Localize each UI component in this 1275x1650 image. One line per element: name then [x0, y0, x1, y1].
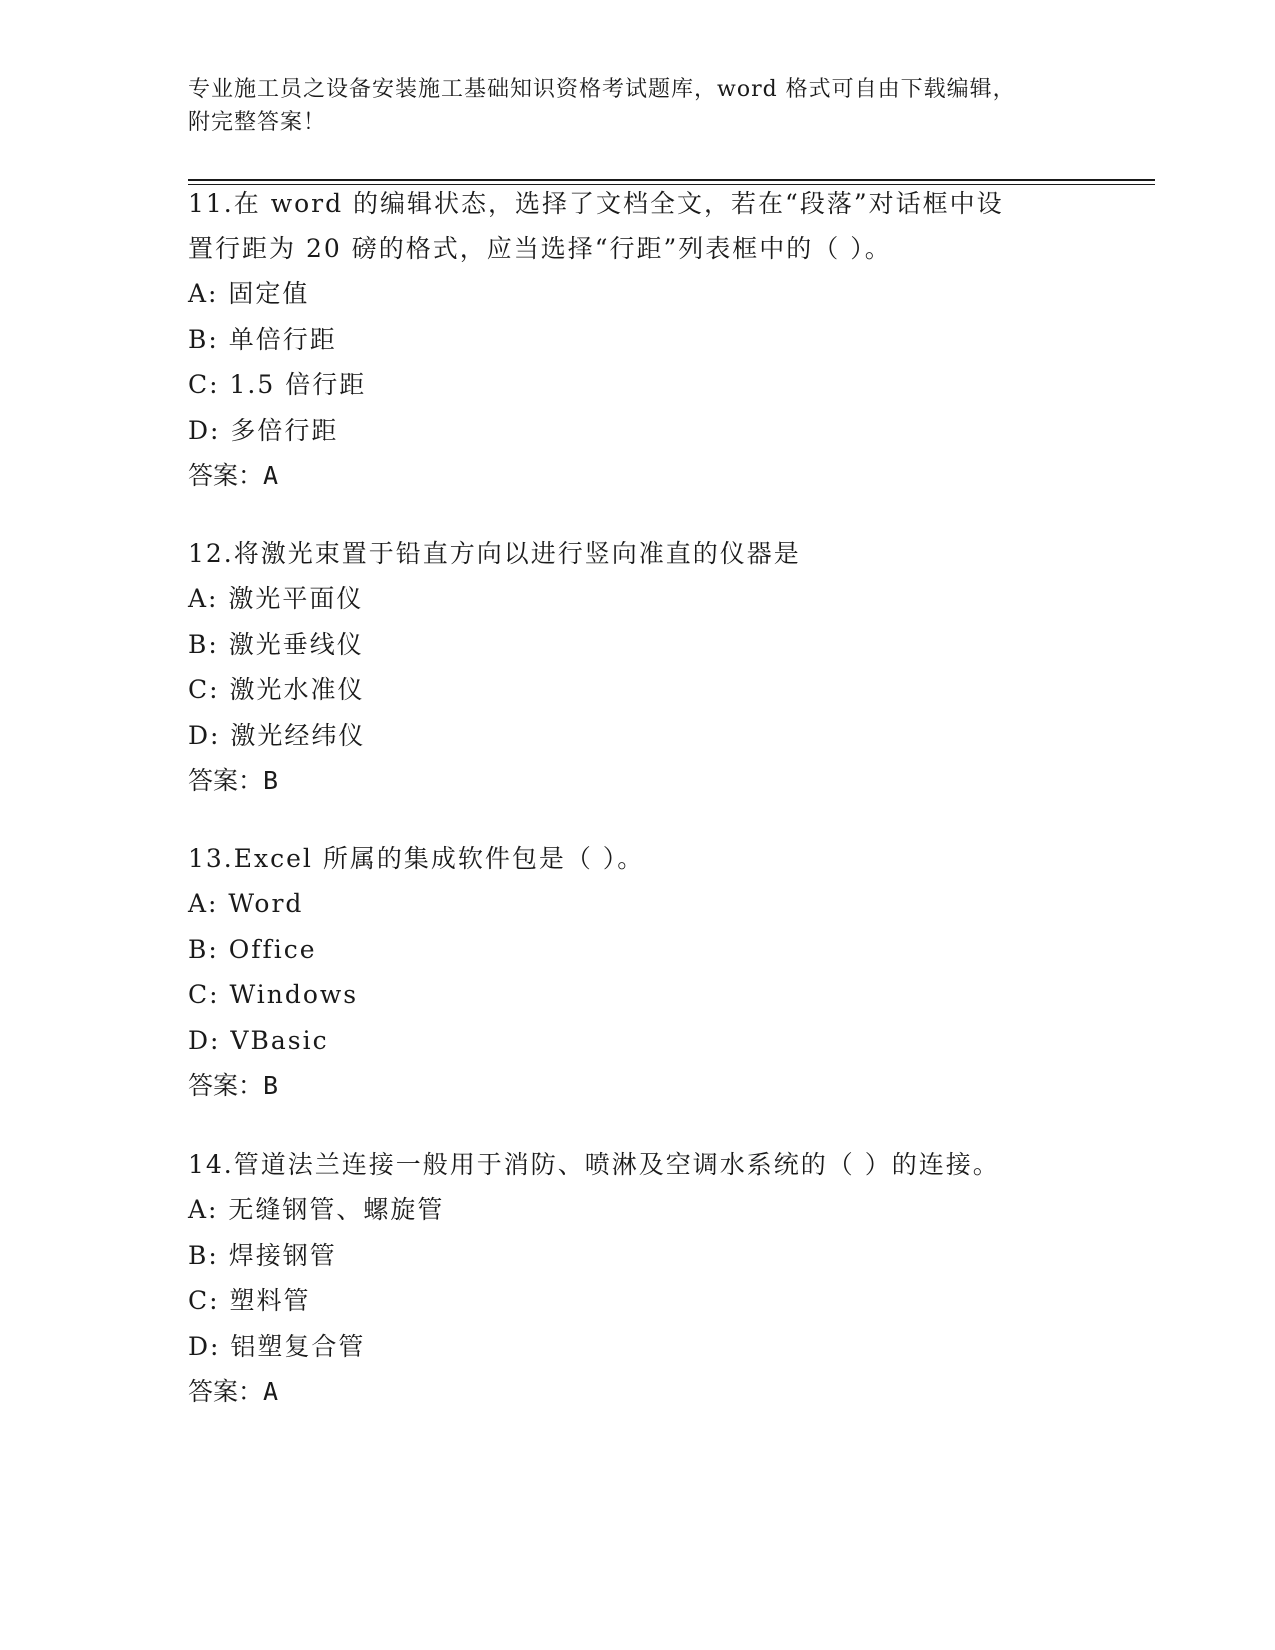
option-b: B: 单倍行距 — [188, 324, 337, 354]
header-line-2: 附完整答案！ — [188, 110, 327, 135]
option-c: C: 1.5 倍行距 — [188, 370, 367, 399]
question-11 — [188, 181, 1088, 499]
answer: 答案：B — [188, 1071, 279, 1100]
question-stem: 11.在 word 的编辑状态，选择了文档全文，若在“段落”对话框中设 — [188, 189, 1004, 218]
option-d: D: 激光经纬仪 — [188, 720, 366, 750]
option-d: D: VBasic — [188, 1025, 329, 1055]
question-stem: 12.将激光束置于铅直方向以进行竖向准直的仪器是 — [188, 539, 801, 568]
option-d: D: 多倍行距 — [188, 415, 339, 445]
question-12 — [188, 531, 1088, 804]
option-d: D: 铝塑复合管 — [188, 1331, 366, 1361]
question-stem-continued: 置行距为 20 磅的格式，应当选择“行距”列表框中的（ ）。 — [188, 234, 892, 263]
option-a: A: 固定值 — [188, 279, 310, 308]
question-stem: 13.Excel 所属的集成软件包是（ ）。 — [188, 844, 645, 873]
question-14 — [188, 1142, 1088, 1415]
option-a: A: Word — [188, 889, 304, 918]
option-b: B: 激光垂线仪 — [188, 629, 364, 659]
document-header — [188, 73, 1088, 139]
header-line-1: 专业施工员之设备安装施工基础知识资格考试题库，word 格式可自由下载编辑， — [188, 77, 1016, 102]
question-13 — [188, 836, 1088, 1109]
option-c: C: 塑料管 — [188, 1286, 311, 1315]
option-c: C: 激光水准仪 — [188, 675, 365, 704]
question-stem: 14.管道法兰连接一般用于消防、喷淋及空调水系统的（ ）的连接。 — [188, 1150, 1000, 1179]
option-b: B: 焊接钢管 — [188, 1240, 337, 1270]
option-a: A: 无缝钢管、螺旋管 — [188, 1195, 445, 1224]
answer: 答案：A — [188, 461, 279, 490]
option-a: A: 激光平面仪 — [188, 584, 364, 613]
answer: 答案：A — [188, 1377, 279, 1406]
answer: 答案：B — [188, 766, 279, 795]
option-b: B: Office — [188, 934, 317, 964]
option-c: C: Windows — [188, 980, 359, 1009]
